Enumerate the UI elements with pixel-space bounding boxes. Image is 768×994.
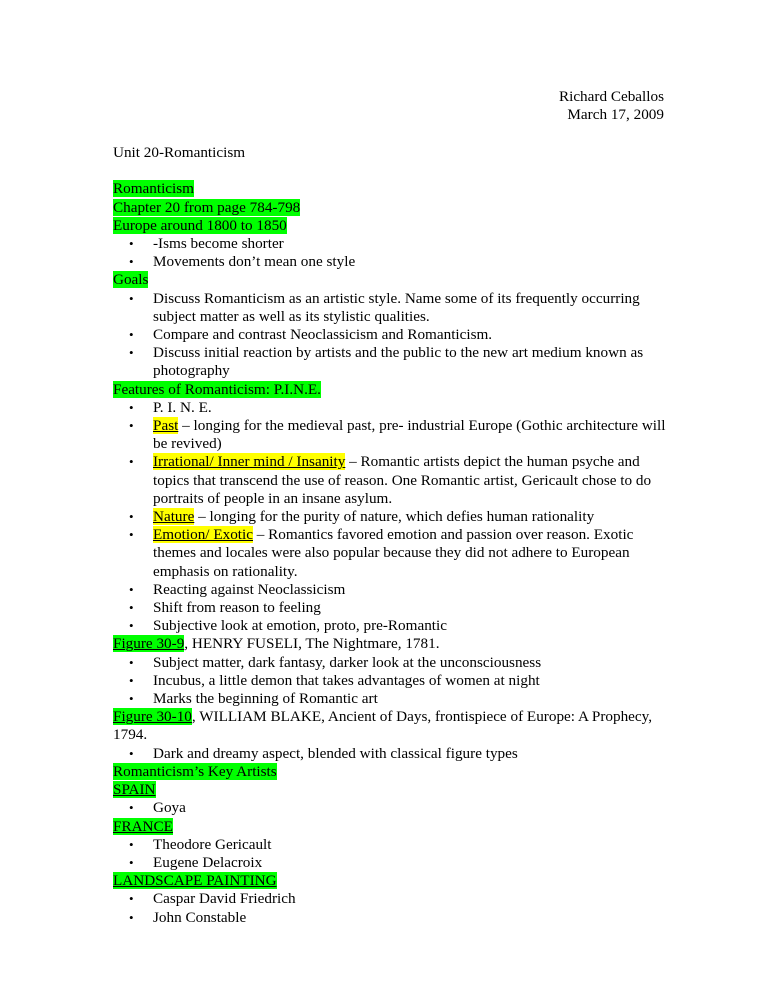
bullet-icon: •	[129, 618, 134, 634]
link-irrational[interactable]: Irrational/ Inner mind / Insanity	[153, 453, 346, 471]
figure-30-9-heading: Figure 30-9, HENRY FUSELI, The Nightmare, 1781.	[113, 635, 440, 653]
bullet-icon: •	[129, 327, 134, 343]
link-past[interactable]: Past	[153, 417, 179, 435]
list-item: • Reacting against Neoclassicism	[129, 580, 346, 598]
list-item: • Subject matter, dark fantasy, darker look at the unconsciousness	[129, 653, 542, 671]
link-landscape-painting[interactable]: LANDSCAPE PAINTING	[113, 872, 277, 890]
france-list	[113, 836, 673, 872]
bullet-icon: •	[129, 399, 134, 415]
figure-30-10-heading: Figure 30-10, WILLIAM BLAKE, Ancient of Days, frontispiece of Europe: A Prophecy, 1794.	[113, 708, 653, 744]
link-spain[interactable]: SPAIN	[113, 781, 156, 799]
list-item: • Shift from reason to feeling	[129, 599, 321, 617]
list-item: • Subjective look at emotion, proto, pre-Romantic	[129, 617, 447, 635]
list-item: • Discuss initial reaction by artists and the public to the new art medium known as photography	[129, 344, 644, 380]
heading-key-artists: Romanticism’s Key Artists	[113, 762, 277, 780]
list-item: • Nature – longing for the purity of nature, which defies human rationality	[129, 508, 595, 526]
bullet-icon: •	[129, 509, 134, 525]
list-item: • Irrational/ Inner mind / Insanity – Romantic artists depict the human psyche and topics that transcend the use of reason. One Romantic artist, Gericault chose to do portraits of people in an insane asylum.	[129, 453, 652, 507]
bullet-icon: •	[129, 581, 134, 597]
bullet-icon: •	[129, 691, 134, 707]
list-item: • -Isms become shorter	[129, 235, 284, 252]
list-item: • Goya	[129, 799, 186, 817]
list-item: • Caspar David Friedrich	[129, 890, 296, 908]
author-block	[559, 88, 664, 124]
heading-france	[113, 818, 673, 836]
figure-30-9-list	[113, 654, 673, 709]
features-list	[113, 399, 673, 636]
blank-line	[113, 162, 673, 180]
bullet-icon: •	[129, 836, 134, 852]
list-item: • Emotion/ Exotic – Romantics favored emotion and passion over reason. Exotic themes and locales were also popular because they did not adhere to European emphasis on rationality.	[129, 526, 634, 580]
list-item: • John Constable	[129, 908, 247, 926]
list-item: • Discuss Romanticism as an artistic style. Name some of its frequently occurring subject matter as well as its stylistic qualities.	[129, 289, 640, 325]
heading-spain	[113, 781, 673, 799]
bullet-icon: •	[129, 800, 134, 816]
goals-list	[113, 290, 673, 381]
bullet-icon: •	[129, 891, 134, 907]
list-item: • Movements don’t mean one style	[129, 253, 356, 271]
list-item: • Marks the beginning of Romantic art	[129, 690, 378, 708]
bullet-icon: •	[129, 254, 134, 270]
list-item: • Theodore Gericault	[129, 835, 272, 853]
bullet-icon: •	[129, 418, 134, 434]
list-item: • Incubus, a little demon that takes advantages of women at night	[129, 671, 540, 689]
heading-europe: Europe around 1800 to 1850	[113, 216, 287, 234]
list-item: • P. I. N. E.	[129, 398, 212, 416]
list-item: • Dark and dreamy aspect, blended with classical figure types	[129, 744, 518, 762]
bullet-icon: •	[129, 236, 134, 251]
document-title: Unit 20-Romanticism	[113, 144, 246, 161]
spain-list	[113, 799, 673, 817]
document-date: March 17, 2009	[567, 106, 664, 124]
bullet-icon: •	[129, 909, 134, 925]
figure-30-10-list	[113, 745, 673, 763]
link-emotion[interactable]: Emotion/ Exotic	[153, 526, 253, 544]
link-france[interactable]: FRANCE	[113, 817, 173, 835]
link-figure-30-10[interactable]: Figure 30-10	[113, 708, 192, 726]
bullet-icon: •	[129, 745, 134, 761]
heading-features: Features of Romanticism: P.I.N.E.	[113, 380, 321, 398]
document-body	[113, 144, 673, 927]
europe-list	[113, 235, 673, 271]
list-item: • Eugene Delacroix	[129, 853, 263, 871]
list-item: • Past – longing for the medieval past, pre- industrial Europe (Gothic architecture will be revived)	[129, 417, 666, 453]
bullet-icon: •	[129, 654, 134, 670]
bullet-icon: •	[129, 454, 134, 470]
heading-chapter: Chapter 20 from page 784-798	[113, 198, 301, 216]
landscape-list	[113, 890, 673, 926]
bullet-icon: •	[129, 345, 134, 361]
list-item: • Compare and contrast Neoclassicism and Romanticism.	[129, 326, 493, 344]
heading-goals: Goals	[113, 271, 149, 289]
bullet-icon: •	[129, 527, 134, 543]
heading-landscape	[113, 872, 673, 890]
bullet-icon: •	[129, 290, 134, 306]
link-figure-30-9[interactable]: Figure 30-9	[113, 635, 185, 653]
link-nature[interactable]: Nature	[153, 508, 195, 526]
heading-romanticism: Romanticism	[113, 180, 194, 198]
bullet-icon: •	[129, 854, 134, 870]
bullet-icon: •	[129, 600, 134, 616]
bullet-icon: •	[129, 672, 134, 688]
author-name: Richard Ceballos	[558, 88, 664, 105]
